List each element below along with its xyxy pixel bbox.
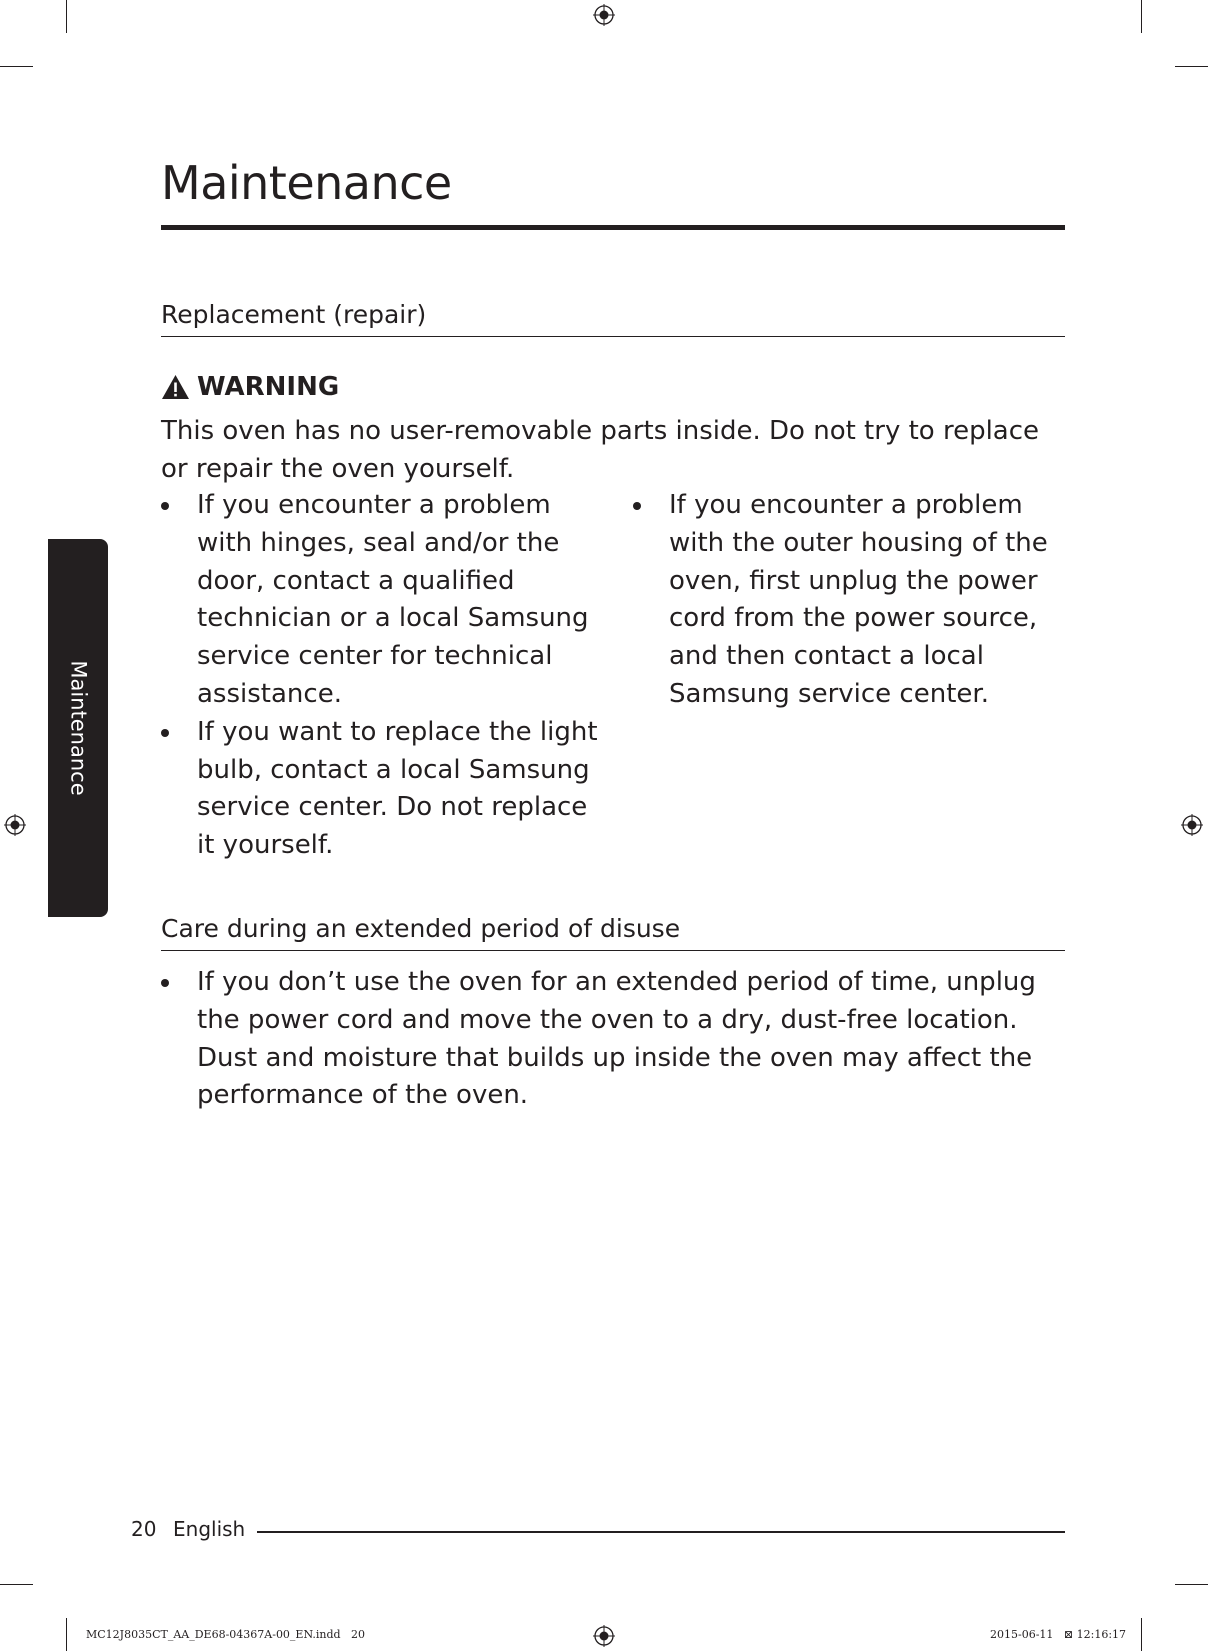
list-item-text: If you encounter a problem with the outer housing of the oven, first unplug the power cord from the power source, and then contact a local Samsung service center. xyxy=(669,490,1048,709)
crop-mark-bottom-left-v xyxy=(66,1618,67,1651)
section-heading-care: Care during an extended period of disuse xyxy=(161,914,681,943)
bullet-icon xyxy=(161,502,169,510)
page-title: Maintenance xyxy=(161,156,452,210)
crop-mark-bottom-left-h xyxy=(0,1584,33,1585)
crop-mark-bottom-right-v xyxy=(1141,1618,1142,1651)
list-item xyxy=(161,964,1066,1115)
replacement-list-left xyxy=(161,487,601,865)
list-item xyxy=(633,487,1073,714)
footer-rule xyxy=(257,1531,1065,1533)
warning-intro: This oven has no user-removable parts inside. Do not try to replace or repair the oven yourself. xyxy=(161,416,1040,484)
section-rule-replacement xyxy=(161,336,1065,337)
list-item-text: If you don’t use the oven for an extended period of time, unplug the power cord and move the oven to a dry, dust-free location. Dust and moisture that builds up inside the oven may affect the performance of the oven. xyxy=(197,967,1036,1111)
page-number: 20 xyxy=(131,1517,157,1541)
warning-triangle-icon xyxy=(161,374,190,400)
side-tab xyxy=(48,539,108,917)
crop-mark-top-left-v xyxy=(66,0,67,33)
list-item xyxy=(161,714,601,865)
registration-mark-icon xyxy=(593,4,615,26)
slug-filename: MC12J8035CT_AA_DE68-04367A-00_EN.indd 20 xyxy=(86,1628,366,1641)
bullet-icon xyxy=(633,502,641,510)
section-rule-care xyxy=(161,950,1065,951)
registration-mark-icon xyxy=(593,1625,615,1647)
crop-mark-top-right-v xyxy=(1141,0,1142,33)
list-item xyxy=(161,487,601,714)
side-tab-label: Maintenance xyxy=(66,660,91,796)
title-rule xyxy=(161,225,1065,230)
list-item-text: If you encounter a problem with hinges, seal and/or the door, contact a qualified technician or a local Samsung service center for technical assistance. xyxy=(197,490,589,709)
crop-mark-top-right-h xyxy=(1175,66,1208,67)
section-heading-replacement: Replacement (repair) xyxy=(161,300,427,329)
crop-mark-bottom-right-h xyxy=(1175,1584,1208,1585)
footer-language: English xyxy=(173,1517,246,1541)
replacement-list-right xyxy=(633,487,1073,714)
registration-mark-icon xyxy=(4,814,26,836)
bullet-icon xyxy=(161,979,169,987)
warning-text: WARNING xyxy=(197,372,340,402)
bullet-icon xyxy=(161,729,169,737)
list-item-text: If you want to replace the light bulb, contact a local Samsung service center. Do not replace it yourself. xyxy=(197,716,598,861)
crop-mark-top-left-h xyxy=(0,66,33,67)
registration-mark-icon xyxy=(1181,814,1203,836)
care-list xyxy=(161,964,1066,1115)
warning-label xyxy=(161,374,339,400)
slug-timestamp: 2015-06-11 ⊠ 12:16:17 xyxy=(990,1628,1127,1641)
